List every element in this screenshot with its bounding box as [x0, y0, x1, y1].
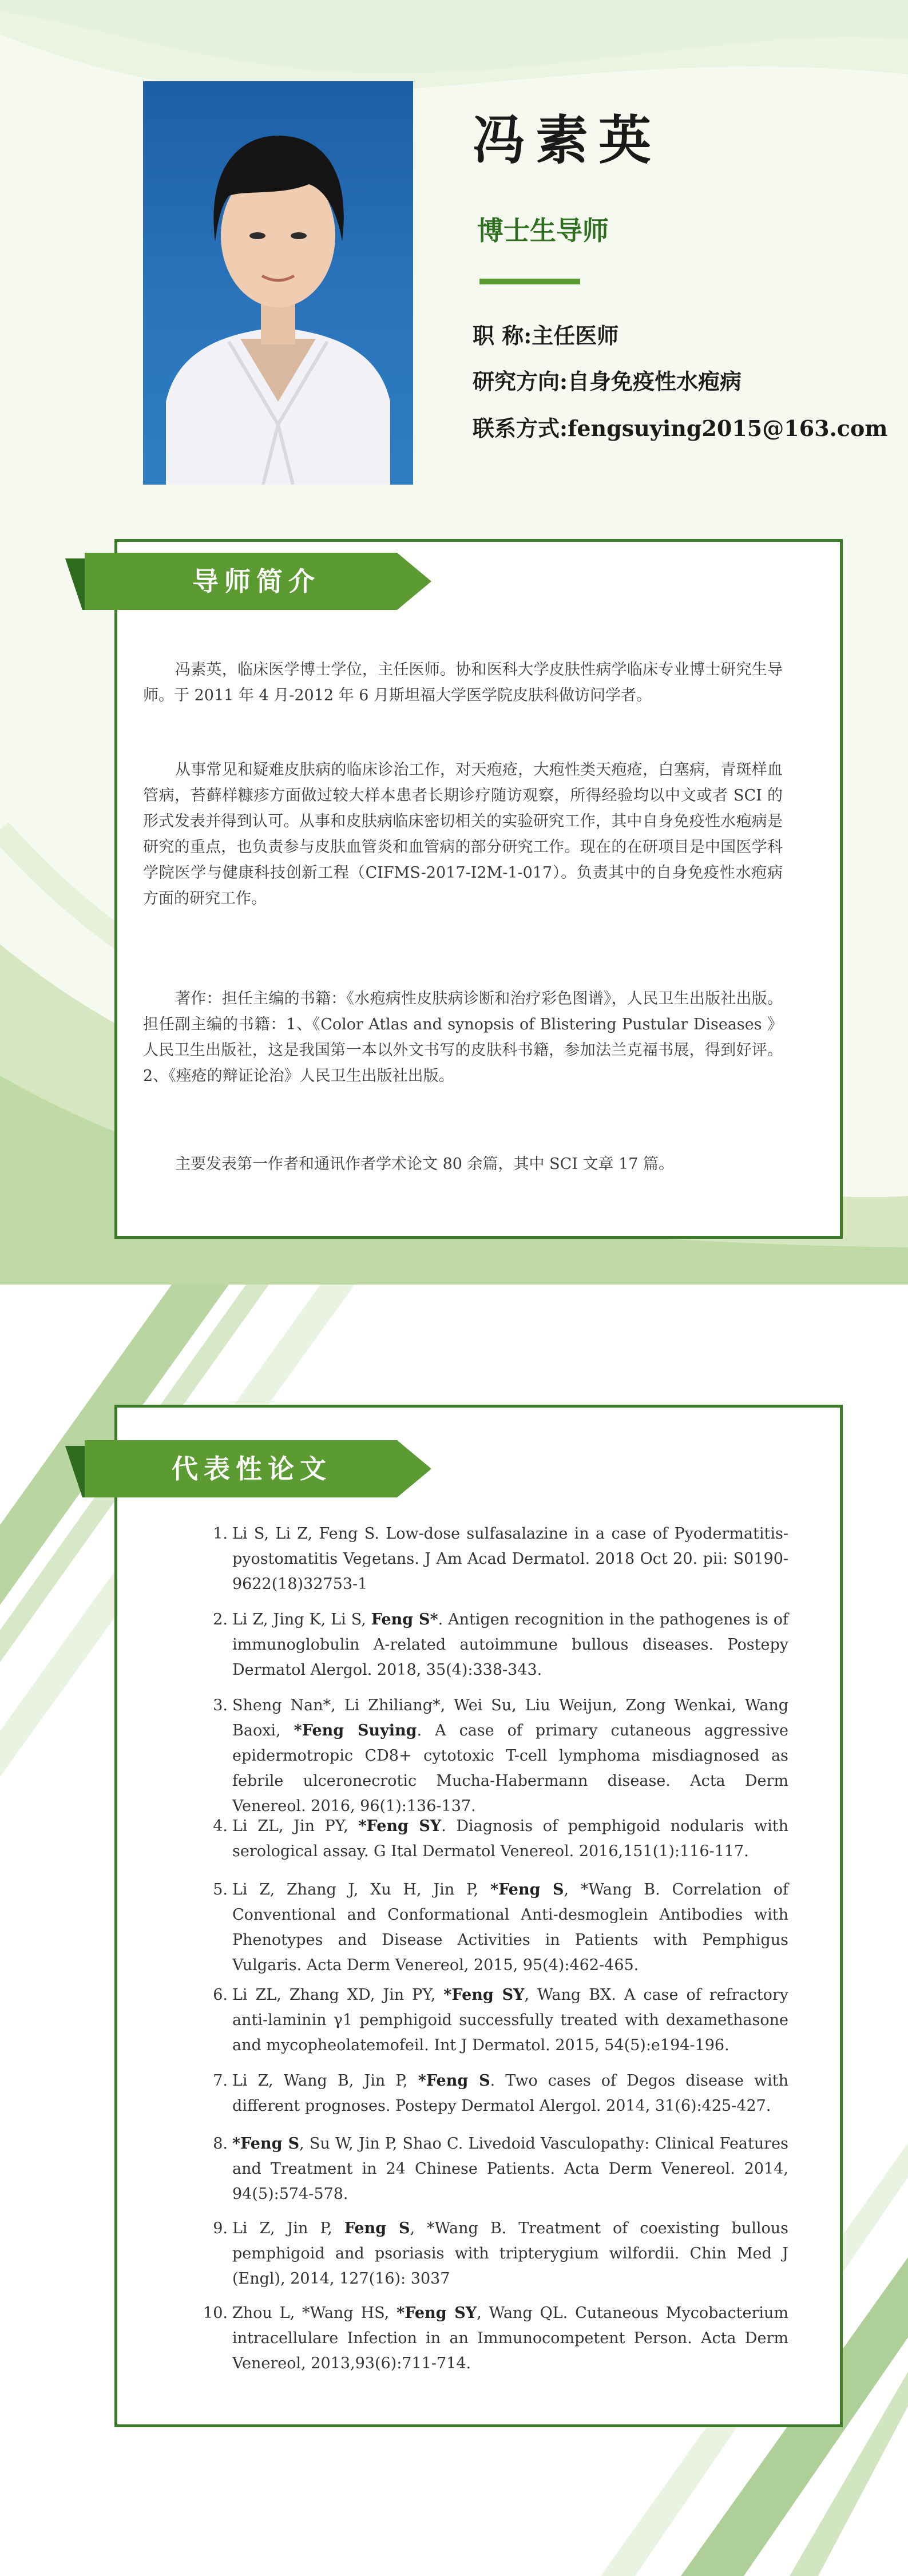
contact-row: [473, 415, 888, 441]
paper-number: 3.: [213, 1697, 228, 1714]
paper-citation: Li ZL, Jin PY, *Feng SY. Diagnosis of pemphigoid nodularis with serological assay. G Ital Dermatol Venereol. 2016,151(1):116-117.: [232, 1817, 788, 1860]
paper-number: 1.: [213, 1525, 228, 1543]
title-row: [473, 325, 618, 347]
paper-citation: Li Z, Jing K, Li S, Feng S*. Antigen recognition in the pathogenes is of immunoglobulin A-related autoimmune bullous diseases. Postepy Dermatol Alergol. 2018, 35(4):338-343.: [232, 1611, 788, 1679]
papers-heading: 代表性论文: [172, 1453, 332, 1484]
research-value: 自身免疫性水疱病: [568, 368, 742, 394]
paper-number: 8.: [213, 2135, 228, 2153]
paper-number: 6.: [213, 1986, 228, 2004]
portrait-photo: [143, 81, 413, 485]
paper-number: 5.: [213, 1881, 228, 1899]
paper-citation: Li ZL, Zhang XD, Jin PY, *Feng SY, Wang BX. A case of refractory anti-laminin γ1 pemphigoid successfully treated with dexamethasone and mycopheolatemofeil. Int J Dermatol. 2015, 54(5):e194-196.: [232, 1986, 788, 2054]
papers-banner: [65, 1440, 431, 1497]
paper-citation: *Feng S, Su W, Jin P, Shao C. Livedoid Vasculopathy: Clinical Features and Treatment in 24 Chinese Patients. Acta Derm Venereol. 2014, 94(5):574-578.: [232, 2135, 788, 2203]
title-underline: [479, 279, 580, 284]
paper-citation: Li Z, Jin P, Feng S, *Wang B. Treatment of coexisting bullous pemphigoid and psoriasis with tripterygium wilfordii. Chin Med J (Engl), 2014, 127(16): 3037: [232, 2220, 789, 2288]
profile-section: [0, 0, 908, 1285]
person-silhouette-icon: [143, 81, 413, 485]
paper-number: 10.: [203, 2304, 228, 2322]
paper-number: 7.: [213, 2072, 228, 2090]
bio-paragraph-3: 著作：担任主编的书籍：《水疱病性皮肤病诊断和治疗彩色图谱》，人民卫生出版社出版。担任副主编的书籍：1、《Color Atlas and synopsis of Blistering Pustular Diseases 》人民卫生出版社，这是我国第一本以外文书写的皮肤科书籍，参加法兰克福书展，得到好评。2、《痤疮的辩证论治》人民卫生出版社出版。: [143, 990, 783, 1085]
bio-paragraph-4: 主要发表第一作者和通讯作者学术论文 80 余篇，其中 SCI 文章 17 篇。: [175, 1155, 675, 1173]
doctor-name: 冯素英: [473, 110, 662, 171]
title-value: 主任医师: [532, 323, 619, 348]
bio-paragraph-1: 冯素英，临床医学博士学位，主任医师。协和医科大学皮肤性病学临床专业博士研究生导师。于 2011 年 4 月-2012 年 6 月斯坦福大学医学院皮肤科做访问学者。: [143, 661, 783, 704]
title-label: 职 称:: [473, 323, 532, 348]
bio-banner: [65, 553, 431, 610]
paper-number: 9.: [213, 2220, 228, 2237]
papers-section: [0, 1285, 908, 2576]
paper-citation: Li Z, Wang B, Jin P, *Feng S. Two cases of Degos disease with different prognoses. Postepy Dermatol Alergol. 2014, 31(6):425-427.: [232, 2072, 788, 2115]
contact-label: 联系方式:: [473, 415, 568, 441]
paper-citation: Li S, Li Z, Feng S. Low-dose sulfasalazine in a case of Pyodermatitis-pyostomatitis Vegetans. J Am Acad Dermatol. 2018 Oct 20. pii: S0190-9622(18)32753-1: [232, 1525, 788, 1593]
doctor-role: 博士生导师: [477, 215, 609, 246]
paper-citation: Li Z, Zhang J, Xu H, Jin P, *Feng S, *Wang B. Correlation of Conventional and Conformational Anti-desmoglein Antibodies with Phenotypes and Disease Activities in Patients with Pemphigus Vulgaris. Acta Derm Venereol, 2015, 95(4):462-465.: [232, 1881, 789, 1974]
paper-number: 2.: [213, 1611, 228, 1628]
research-row: [473, 368, 742, 394]
paper-citation: Sheng Nan*, Li Zhiliang*, Wei Su, Liu Weijun, Zong Wenkai, Wang Baoxi, *Feng Suying. A case of primary cutaneous aggressive epidermotropic CD8+ cytotoxic T-cell lymphoma misdiagnosed as febrile ulceronecrotic Mucha-Habermann disease. Acta Derm Venereol. 2016, 96(1):136-137.: [232, 1697, 788, 1815]
research-label: 研究方向:: [473, 368, 568, 394]
bio-heading: 导师简介: [192, 566, 320, 597]
contact-email[interactable]: fengsuying2015@163.com: [568, 415, 888, 441]
paper-citation: Zhou L, *Wang HS, *Feng SY, Wang QL. Cutaneous Mycobacterium intracellulare Infection in an Immunocompetent Person. Acta Derm Venereol, 2013,93(6):711-714.: [232, 2304, 788, 2372]
paper-number: 4.: [213, 1817, 228, 1835]
bio-paragraph-2: 从事常见和疑难皮肤病的临床诊治工作，对天疱疮，大疱性类天疱疮，白塞病，青斑样血管病，苔藓样糠疹方面做过较大样本患者长期诊疗随访观察，所得经验均以中文或者 SCI 的形式发表并得到认可。从事和皮肤病临床密切相关的实验研究工作，其中自身免疫性水疱病是研究的重点，也负责参与皮肤血管炎和血管病的部分研究工作。现在的在研项目是中国医学科学院医学与健康科技创新工程（CIFMS-2017-I2M-1-017）。负责其中的自身免疫性水疱病方面的研究工作。: [143, 761, 783, 907]
